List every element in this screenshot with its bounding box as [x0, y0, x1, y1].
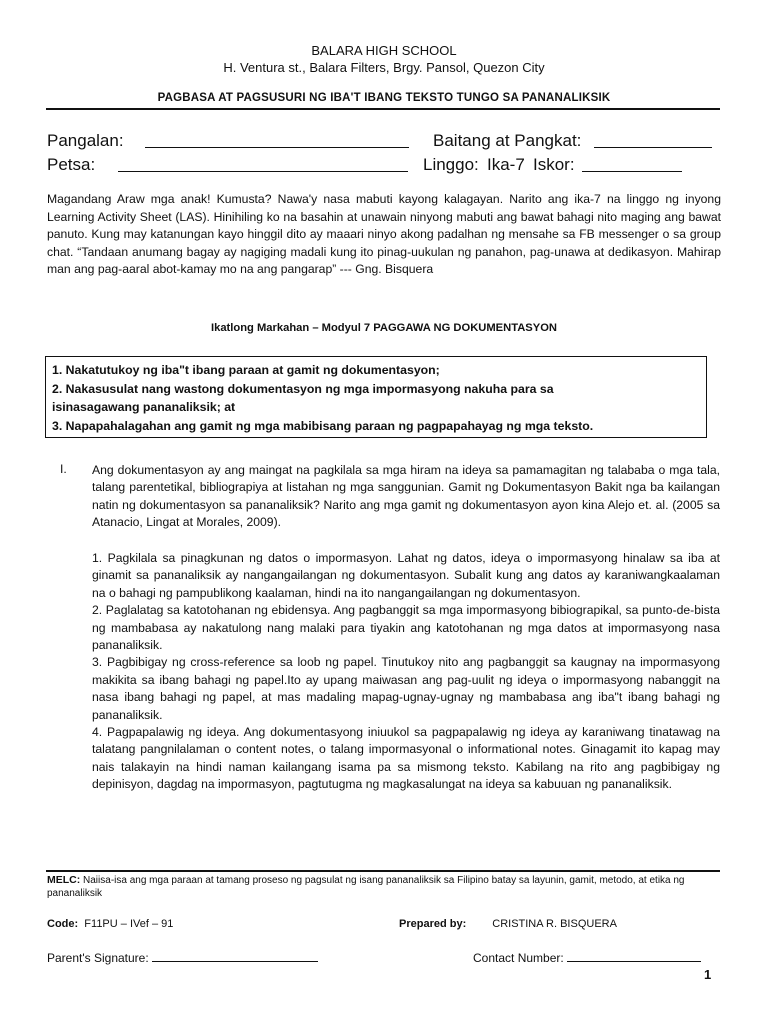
name-field[interactable]: [145, 131, 409, 153]
objective-line: isinasagawang pananaliksik; at: [52, 400, 236, 414]
contact-number-line: [473, 950, 701, 965]
subject-title: PAGBASA AT PAGSUSURI NG IBA'T IBANG TEKSTO TUNGO SA PANANALIKSIK: [157, 92, 611, 104]
grade-section-field[interactable]: [594, 131, 712, 153]
parent-signature-label: Parent's Signature:: [47, 951, 149, 965]
school-address: H. Ventura st., Balara Filters, Brgy. Pansol, Quezon City: [223, 60, 545, 75]
list-item: 4. Pagpapalawig ng ideya. Ang dokumentasyong iniuukol sa pagpapalawig ng ideya ay karaniwang tinatawag na talatang pangnilalaman o content notes, o talang impormasyonal o informational notes. Ginagamit ito kapag may nais talakayin na hindi naman kailangang isama pa sa mismong teksto. Kabilang na rito ang pagbibigay ng depinisyon, dagdag na impormasyon, pagtutugma ng magkasalungat na ideya sa kabuuan ng pananaliksik.: [92, 725, 720, 792]
code-line: [47, 918, 173, 930]
footer-divider: [46, 870, 720, 872]
week-value: Ika-7: [487, 155, 525, 174]
objective-line: 2. Nakasusulat nang wastong dokumentasyon ng mga impormasyong nakuha para sa: [52, 381, 554, 396]
module-title: Ikatlong Markahan – Modyul 7 PAGGAWA NG DOKUMENTASYON: [210, 322, 558, 334]
contact-number-label: Contact Number:: [473, 951, 564, 965]
contact-number-field[interactable]: [567, 950, 701, 962]
score-field[interactable]: [582, 155, 682, 177]
code-value: F11PU – IVef – 91: [84, 918, 174, 930]
prepared-by-line: [399, 918, 617, 930]
code-label: Code:: [47, 918, 79, 930]
melc-text: Naiisa-isa ang mga paraan at tamang proseso ng pagsulat ng isang pananaliksik sa Filipino batay sa layunin, gamit, metodo, at etika ng pananaliksik: [47, 875, 685, 899]
melc-label: MELC:: [47, 874, 81, 886]
school-name: BALARA HIGH SCHOOL: [311, 43, 457, 58]
date-field[interactable]: [118, 155, 408, 177]
school-header: [0, 42, 768, 76]
lead-text: Ang dokumentasyon ay ang maingat na pagkilala sa mga hiram na ideya sa pamamagitan ng talababa o mga tala, talang parentetikal, bibliograpiya at listahan ng mga sanggunian. Gamit ng Dokumentasyon Bakit nga ba kailangan natin ng dokumentasyon sa pananaliksik? Narito ang mga gamit ng dokumentasyon ayon kina Alejo et. al. (2005 sa Atanacio, Lingat at Morales, 2009).: [92, 463, 720, 530]
list-item: 1. Pagkilala sa pinagkunan ng datos o impormasyon. Lahat ng datos, ideya o impormasyong hinalaw sa iba at ginamit sa pananaliksik ay nangangailangan ng dokumentasyon. Subalit kung ang datos ay karaniwangkaalaman na o bahagi ng pampublikong kaalaman, hindi na ito nangangailangan ng dokumentasyon.: [92, 551, 720, 600]
documentation-uses-list: [92, 550, 720, 794]
parent-signature-line: [47, 950, 318, 965]
objective-line: 1. Nakatutukoy ng iba"t ibang paraan at gamit ng dokumentasyon;: [52, 363, 440, 377]
prepared-by-label: Prepared by:: [399, 918, 467, 930]
objectives-box: [45, 356, 707, 438]
section-lead-paragraph: [92, 462, 720, 532]
section-number: I.: [60, 462, 67, 476]
date-label: Petsa:: [47, 155, 96, 174]
objective-line: 3. Napapahalagahan ang gamit ng mga mabibisang paraan ng pagpapahayag ng mga teksto.: [52, 418, 594, 433]
melc-note: [47, 874, 721, 900]
week-label: Linggo:: [423, 155, 479, 174]
header-divider: [46, 108, 720, 110]
prepared-by-name: CRISTINA R. BISQUERA: [492, 918, 617, 930]
page-number: 1: [704, 967, 712, 982]
score-label: Iskor:: [533, 155, 575, 174]
grade-section-label: Baitang at Pangkat:: [433, 131, 582, 150]
list-item: 2. Paglalatag sa katotohanan ng ebidensya. Ang pagbanggit sa mga impormasyong bibiograpikal, sa punto-de-bista ng mambabasa ay nakatulong nang malaki para tiyakin ang katotohanan ng mga datos at impormasyong nasa pananaliksik.: [92, 603, 720, 653]
parent-signature-field[interactable]: [152, 950, 318, 962]
intro-paragraph: Magandang Araw mga anak! Kumusta? Nawa'y nasa mabuti kayong kalagayan. Narito ang ika-7 na linggo ng inyong Learning Activity Sheet (LAS). Hinihiling ko na basahin at unawain ninyong mabuti ang bawat bahagi nito maging ang bawat panuto. Kung may katanungan kayo hinggil dito ay maaari ninyo akong padalhan ng mensahe sa FB messenger o sa group chat. “Tandaan anumang bagay ay nagiging madali kung ito pinag-uukulan ng panahon, pag-unawa at dedikasyon. Mahirap man ang pag-aaral abot-kamay mo na ang pangarap” --- Gng. Bisquera: [47, 192, 721, 277]
list-item: 3. Pagbibigay ng cross-reference sa loob ng papel. Tinutukoy nito ang pagbanggit sa kaugnay na impormasyong makikita sa ibang bahagi ng papel.Ito ay upang maiwasan ang pag-uulit ng ideya o impormasyong nabanggit na nasa ibang bahagi ng papel, at mas madaling mapag-ugnay-ugnay ng mambabasa ang iba"t ibang bahagi ng pananaliksik.: [92, 655, 720, 722]
name-label: Pangalan:: [47, 131, 124, 150]
